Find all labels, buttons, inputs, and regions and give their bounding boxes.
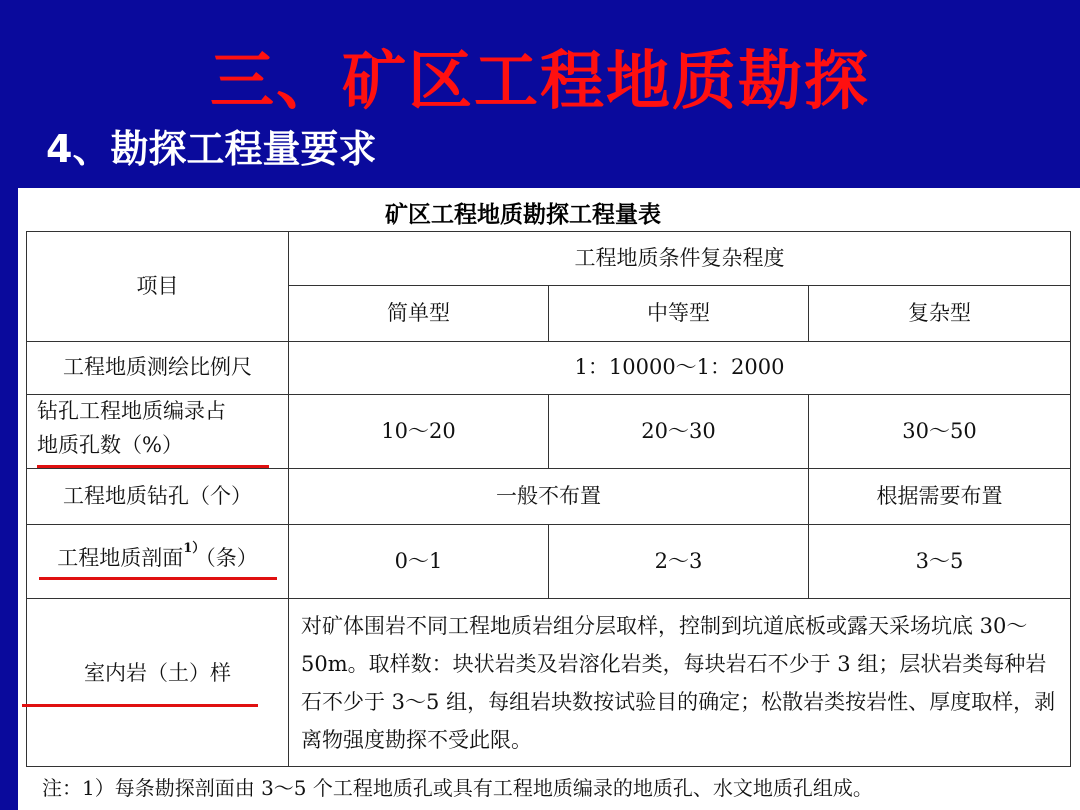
- footnote-marker: 1）: [183, 541, 206, 557]
- row-drilling-label: 工程地质钻孔（个）: [27, 469, 289, 525]
- row-logging-simple: 10～20: [289, 395, 549, 469]
- row-section-label-tail: （条）: [205, 546, 258, 571]
- header-group-cell: [289, 232, 1071, 286]
- header-simple: 简单型: [289, 286, 549, 342]
- slide-title: 三、矿区工程地质勘探: [210, 44, 870, 119]
- row-logging-label-cell: [27, 395, 289, 469]
- row-drilling-complex: 根据需要布置: [809, 469, 1071, 525]
- row-section-label-wrap: [39, 543, 277, 580]
- row-sample-label-wrap: [58, 658, 258, 707]
- row-scale-value: 1：10000～1：2000: [289, 342, 1071, 395]
- row-logging-label-line1: 钻孔工程地质编录占: [37, 399, 226, 424]
- red-underline: [22, 704, 258, 707]
- table-caption: 矿区工程地质勘探工程量表: [385, 201, 661, 228]
- workload-table: [26, 231, 1071, 767]
- row-sample-label-cell: [27, 599, 289, 767]
- row-logging-label-line2: 地质孔数（%）: [37, 433, 183, 457]
- row-section-medium: 2～3: [549, 525, 809, 599]
- header-medium: 中等型: [549, 286, 809, 342]
- row-section-label: 工程地质剖面: [57, 546, 184, 571]
- footnote: 注：1）每条勘探剖面由 3～5 个工程地质孔或具有工程地质编录的地质孔、水文地质孔组成。: [42, 776, 873, 800]
- row-scale-label: 工程地质测绘比例尺: [27, 342, 289, 395]
- table-panel: [18, 188, 1080, 810]
- red-underline: [37, 465, 269, 468]
- row-logging-complex: 30～50: [809, 395, 1071, 469]
- row-section-label-cell: [27, 525, 289, 599]
- row-sample-text: 对矿体围岩不同工程地质岩组分层取样，控制到坑道底板或露天采场坑底 30～50m。取样数：块状岩类及岩溶化岩类，每块岩石不少于 3 组；层状岩类每种岩石不少于 3～5 组，每组岩块数按试验目的确定；松散岩类按岩性、厚度取样，剥离物强度勘探不受此限。: [289, 599, 1071, 767]
- row-logging-label-line2-wrap: [37, 429, 269, 468]
- slide-subtitle: 4、勘探工程量要求: [46, 127, 377, 171]
- red-underline: [39, 577, 277, 580]
- row-drilling-merged: 一般不布置: [289, 469, 809, 525]
- row-sample-label: 室内岩（土）样: [84, 661, 231, 686]
- header-complex: 复杂型: [809, 286, 1071, 342]
- header-item: 项目: [136, 273, 179, 298]
- row-section-complex: 3～5: [809, 525, 1071, 599]
- row-logging-medium: 20～30: [549, 395, 809, 469]
- header-item-cell: [27, 232, 289, 342]
- header-group: 工程地质条件复杂程度: [574, 245, 785, 270]
- row-section-simple: 0～1: [289, 525, 549, 599]
